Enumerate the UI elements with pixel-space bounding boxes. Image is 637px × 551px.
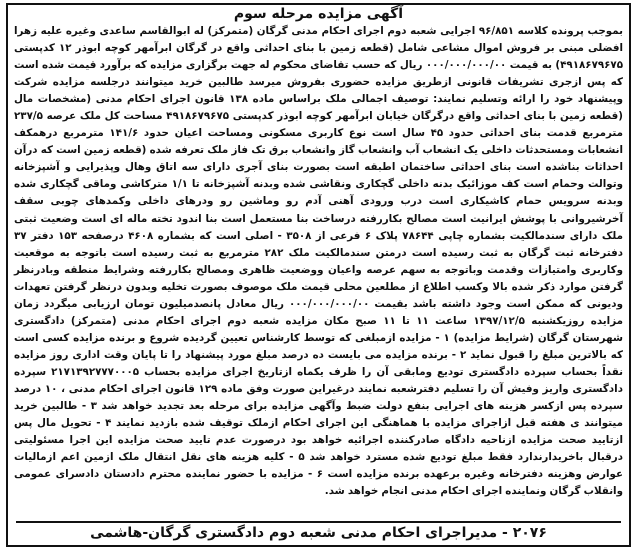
- notice-footer: ۲۰۷۶ - مدیراجرای احکام مدنی شعبه دوم دادگستری گرگان-هاشمی: [90, 525, 547, 541]
- notice-title: آگهی مزایده مرحله سوم: [233, 6, 404, 22]
- notice-body: بموجب پرونده کلاسه ۹۶/۸۵۱ اجرایی شعبه دوم اجرای احکام مدنی گرگان (متمرکز) له ابوالقاسم ساعدی وغیره علیه زهرا افضلی مبنی بر فروش اموال مشاعی شامل (قطعه زمین با بنای احداثی واقع در گرگان ابرآمهر کوچه ابوذر ۱۲ کدپستی ۴۹۱۸۶۷۹۶۷۵) به قیمت ۰۰۰/۰۰۰/۰۰۰/۰۰ ریال که حسب تقاضای محکوم له جهت برگزاری مزایده که برآورد قیمت شده است که پس ازجری تشریفات قانونی ازطریق مزایده حضوری بفروش میرسد طالبین خرید میتوانند درجلسه مزایده شرکت وپیشنهاد خود را ارائه وتسلیم نمایند: توصیف اجمالی ملک براساس ماده ۱۳۸ قانون اجرای احکام مدنی (مشخصات مال (قطعه زمین با بنای احداثی واقع درگرگان خیابان ابرآمهر کوچه ابوذر کدپستی ۴۹۱۸۶۷۹۶۷۵ مساحت کل ملک عرصه ۲۳۷/۵ مترمربع قدمت بنای احداثی حدود ۴۵ سال است نوع کاربری مسکونی ومساحت اعیان حدود ۱۴۱/۶ مترمربع درهمکف انشعابات ومستحدثات داخلی یک انشعاب آب وانشعاب گاز وانشعاب برق تک فاز ملک تعرفه شده (قطعه زمین است که درآن احداثات بناشده است بنای احداثی ساختمان اطبقه است بصورت بنای آجری دارای سه اتاق وهال وپذیرایی و آشپزخانه وتوالت وحمام است کف موزائیک بدنه داخلی گچکاری ونقاشی شده وبدنه آشپزخانه تا ۱/۱ مترکاشی وماقی گچکاری شده وبدنه سرویس حمام کاشیکاری است درب ورودی آهنی آدم رو وماشین رو ودرهای داخلی وکمدهای چوبی سقف آخرشیروانی با پوشش ایرانیت است مصالح بکاررفته درساخت بنا مستعمل است بنا اندود تخته ماله ای است وضعیت ثبتی ملک دارای سندمالکیت بشماره چاپی ۷۸۶۴۴ پلاک ۶ فرعی از ۳۵۰۸ - اصلی است که بشماره ۴۶۰۸ درصفحه ۱۵۳ دفتر ۳۷ دفترخانه ثبت گرگان به ثبت رسیده است درمتن سندمالکیت ملک ۲۸۲ مترمربع به ثبت رسیده است باتوجه به موقعیت وکاربری وامتیازات وقدمت وباتوجه به سهم عرصه واعیان ووضعیت ظاهری ومصالح بکاررفته وشرایط منطقه وبادرنظر گرفتن موارد ذکر شده بالا وکسب اطلاع از مطلعین محلی قیمت ملک موصوف بصورت تخلیه وبدون درنظر گرفتن تعهدات ودیونی که ممکن است وجود داشته باشد بقیمت ۰۰۰/۰۰۰/۰۰۰/۰۰ ریال معادل پانصدمیلیون تومان ارزیابی میگردد زمان مزایده روزیکشنبه ۱۳۹۷/۱۲/۵ ساعت ۱۱ تا ۱۱ صبح مکان مزایده شعبه دوم اجرای احکام مدنی (متمرکز) دادگستری شهرستان گرگان (شرایط مزایده) ۱ - مزایده ازمبلغی که توسط کارشناس تعیین گردیده شروع و برنده مزایده کسی است که بالاترین مبلغ را قبول نماید ۲ - برنده مزایده می بایست ده درصد مبلغ مورد پیشنهاد را تا پایان وقت اداری روز مزایده نقداً بحساب سپرده دادگستری تودیع ومابقی آن را ظرف یکماه ازتاریخ اجرای مزایده بحساب ۲۱۷۱۳۹۲۷۷۷۰۰۰۵ سپرده دادگستری واریز وفیش آن را تسلیم دفترشعبه نمایند درغیراین صورت وفق ماده ۱۲۹ قانون اجرای احکام مدنی ، ۱۰ درصد سپرده پس ازکسر هزینه های اجرایی بنفع دولت ضبط وآگهی مزایده برای مرحله بعد تجدید خواهد شد ۳ - طالبین خرید میتوانند ی هفته قبل ازاجرای مزایده با هماهنگی این اجرای احکام ازملک توقیف شده بازدید نمایند ۴ - تحویل مال پس ازتایید صحت مزایده ازناحیه دادگاه صادرکننده اجرائیه خواهد بود درصورت عدم تایید صحت مزایده این اجرا مسئولیتی درقبال باخریدارندارد فقط مبلغ تودیع شده مسترد خواهد شد ۵ - کلیه هزینه های نقل انتقال ملک ازمین اعم ازمالیات عوارض وهزینه دفترخانه وغیره برعهده برنده مزایده است ۶ - مزایده با حضور نماینده محترم دادستان دادسرای عمومی وانقلاب گرگان ونماینده اجرای احکام مدنی انجام خواهد شد.: [14, 25, 623, 498]
- auction-notice: [6, 3, 631, 547]
